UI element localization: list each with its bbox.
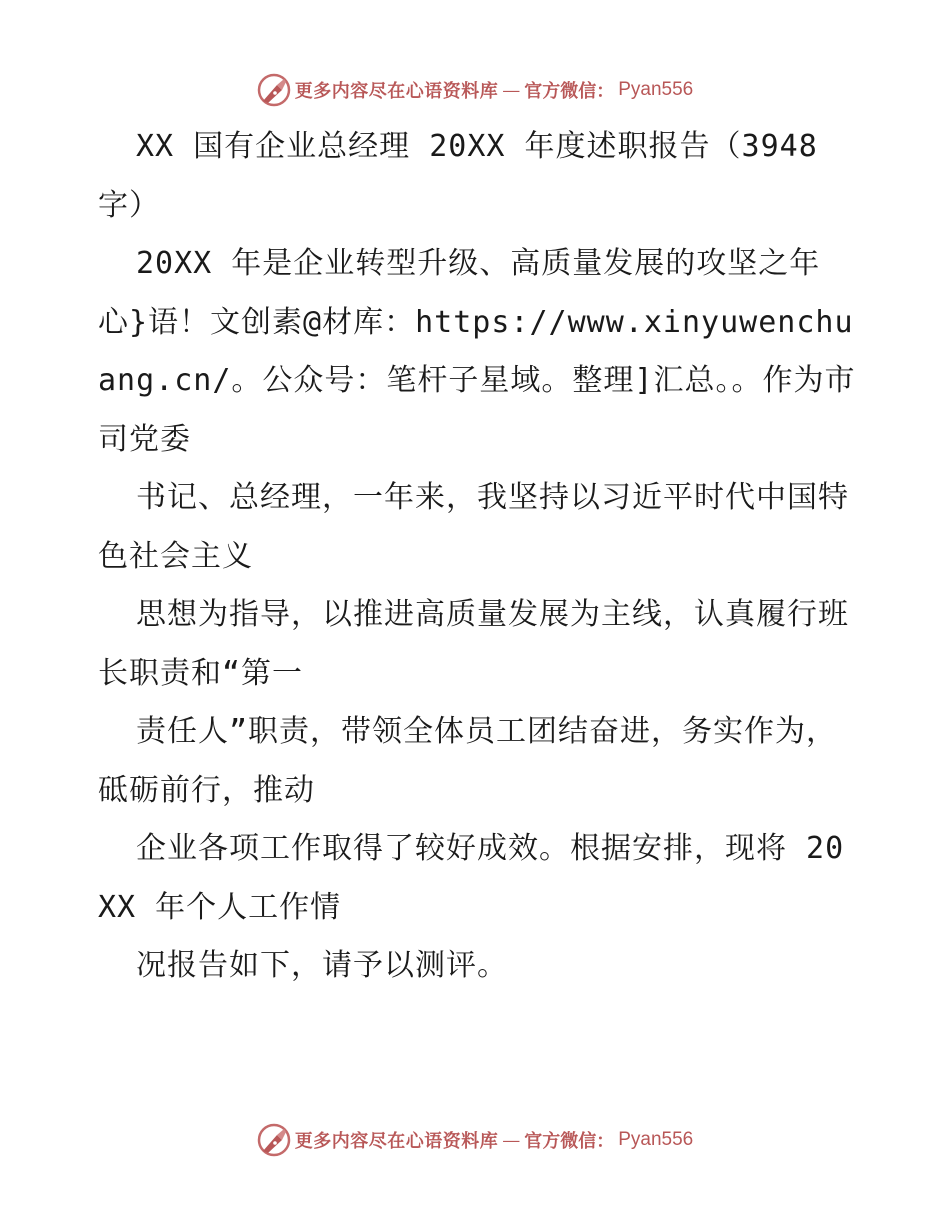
footer-watermark [0, 1122, 950, 1158]
watermark-wechat-id: Pyan556 [618, 1129, 694, 1150]
watermark-brand-text: 更多内容尽在心语资料库 [294, 81, 499, 102]
pen-nib-logo-icon [257, 1123, 291, 1157]
document-title: XX 国有企业总经理 20XX 年度述职报告（3948 字） [98, 129, 818, 223]
header-watermark [0, 72, 950, 108]
watermark-subtitle: 官方微信： [524, 1131, 615, 1152]
pen-nib-logo-icon [257, 73, 291, 107]
watermark-subtitle: 官方微信： [524, 81, 615, 102]
watermark-wechat-id: Pyan556 [618, 79, 694, 100]
paragraph-4: 责任人”职责，带领全体员工团结奋进，务实作为，砥砺前行，推动 [98, 714, 838, 808]
paragraph-2: 书记、总经理，一年来，我坚持以习近平时代中国特色社会主义 [98, 480, 849, 574]
watermark-brand [257, 1123, 694, 1157]
watermark-separator: — [502, 79, 521, 101]
document-body [98, 118, 858, 996]
watermark-brand [257, 73, 694, 107]
paragraph-1: 20XX 年是企业转型升级、高质量发展的攻坚之年心}语！文创素@材库：https://www.xinyuwenchuang.cn/。公众号：笔杆子星域。整理]汇总。。作为市司党委 [98, 246, 856, 457]
paragraph-6: 况报告如下，请予以测评。 [136, 948, 508, 983]
paragraph-5: 企业各项工作取得了较好成效。根据安排，现将 20XX 年个人工作情 [98, 831, 845, 925]
paragraph-3: 思想为指导，以推进高质量发展为主线，认真履行班长职责和“第一 [98, 597, 849, 691]
watermark-brand-text: 更多内容尽在心语资料库 [294, 1131, 499, 1152]
watermark-separator: — [502, 1129, 521, 1151]
